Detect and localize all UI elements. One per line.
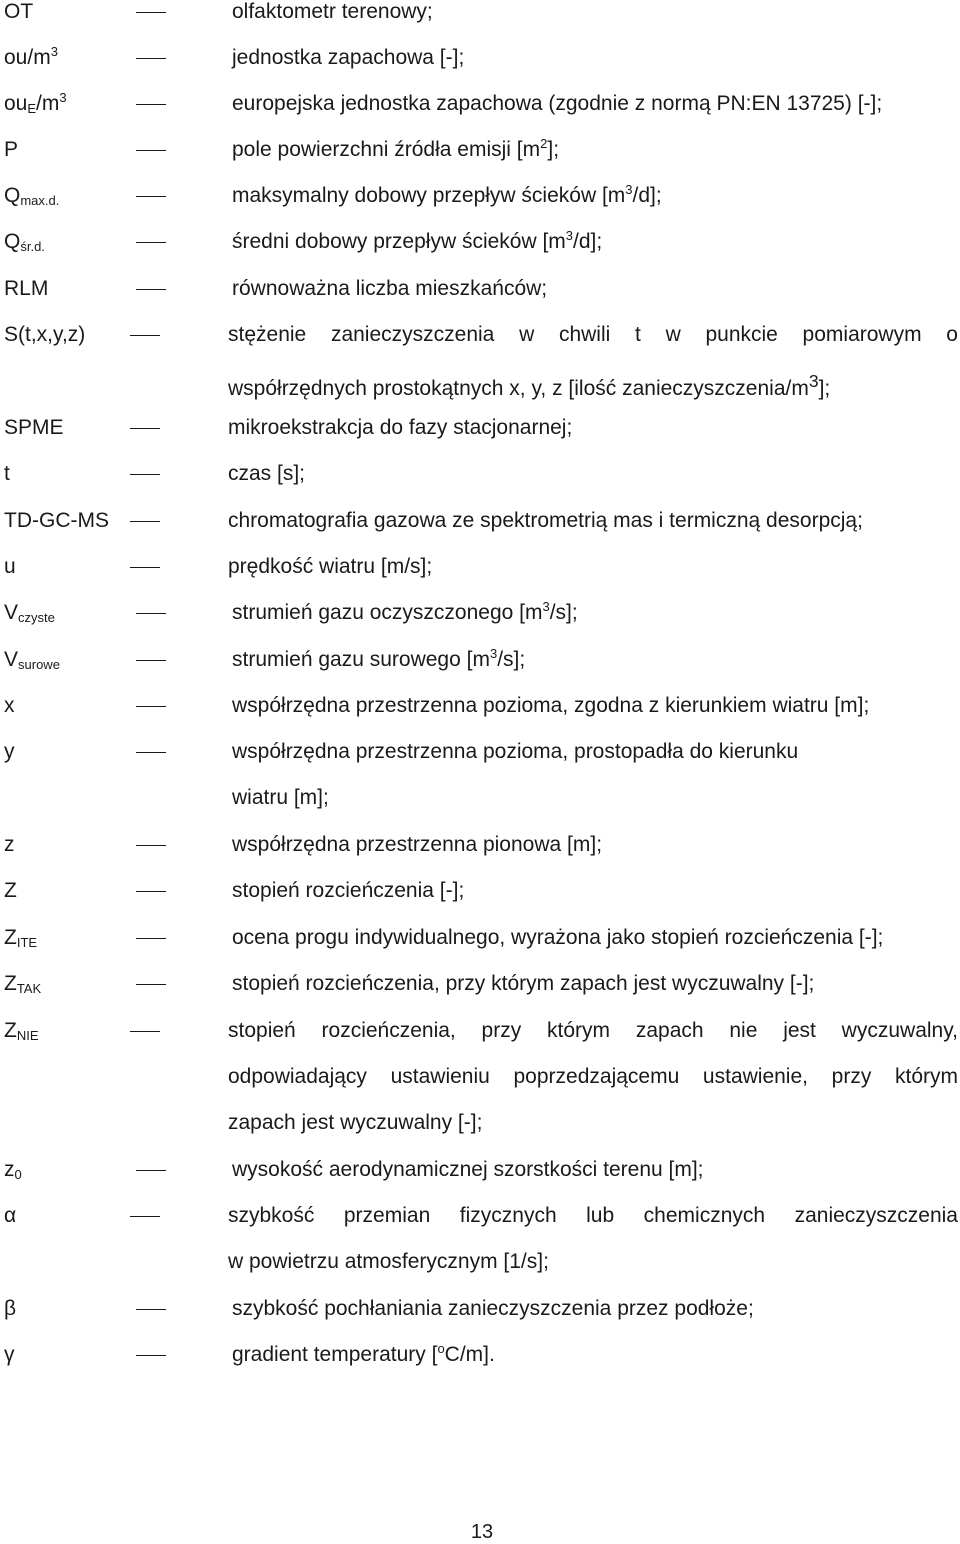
entry-dash <box>136 58 166 59</box>
entry-dash <box>136 752 166 753</box>
entry-dash <box>136 660 166 661</box>
entry-dash <box>136 1355 166 1356</box>
entry-symbol: S(t,x,y,z) <box>4 323 86 346</box>
entry-definition: czas [s]; <box>228 462 306 485</box>
entry-definition: europejska jednostka zapachowa (zgodnie z normą PN:EN 13725) [-]; <box>232 92 883 115</box>
entry-symbol: P <box>4 138 19 161</box>
entry-symbol: $z_0$ <box>4 1158 22 1182</box>
entry-definition: strumień gazu oczyszczonego $[m^3/s]$; <box>232 599 578 624</box>
entry-symbol: OT <box>4 0 34 23</box>
entry-definition: maksymalny dobowy przepływ ścieków $[m^3/d]$; <box>232 182 662 207</box>
entry-symbol: $V_{surowe}$ <box>4 648 60 672</box>
entry-dash <box>130 1216 160 1217</box>
entry-dash <box>136 891 166 892</box>
entry-dash <box>130 1031 160 1032</box>
entry-dash <box>136 242 166 243</box>
entry-symbol: x <box>4 694 15 717</box>
entry-dash <box>130 428 160 429</box>
entry-definition: współrzędna przestrzenna pionowa [m]; <box>232 833 603 856</box>
entry-definition-continuation: współrzędnych prostokątnych x, y, z [ilość zanieczyszczenia/$m^3$]; <box>228 371 831 400</box>
entry-dash <box>130 521 160 522</box>
entry-definition: gradient temperatury [$^o$C/m]. <box>232 1341 495 1366</box>
entry-symbol: γ <box>4 1343 15 1366</box>
entry-definition: szybkość przemian fizycznych lub chemicznych zanieczyszczenia <box>228 1204 958 1227</box>
entry-symbol: $Z_{ITE}$ <box>4 926 38 950</box>
entry-definition: strumień gazu surowego $[m^3/s]$; <box>232 646 526 671</box>
entry-symbol: z <box>4 833 15 856</box>
entry-definition: współrzędna przestrzenna pozioma, zgodna z kierunkiem wiatru [m]; <box>232 694 870 717</box>
entry-symbol: u <box>4 555 16 578</box>
page-number: 13 <box>470 1521 494 1543</box>
entry-dash <box>136 706 166 707</box>
entry-dash <box>130 335 160 336</box>
entry-dash <box>136 613 166 614</box>
entry-dash <box>136 104 166 105</box>
entry-symbol: β <box>4 1297 17 1320</box>
entry-definition: ocena progu indywidualnego, wyrażona jako stopień rozcieńczenia [-]; <box>232 926 884 949</box>
entry-dash <box>130 567 160 568</box>
entry-definition: szybkość pochłaniania zanieczyszczenia przez podłoże; <box>232 1297 754 1320</box>
entry-definition: olfaktometr terenowy; <box>232 0 433 23</box>
entry-symbol: $ou_E/m^3$ <box>4 90 67 116</box>
entry-definition-continuation: odpowiadający ustawieniu poprzedzającemu ustawienie, przy którym <box>228 1065 958 1088</box>
entry-symbol: $V_{czyste}$ <box>4 601 55 625</box>
entry-dash <box>136 1309 166 1310</box>
entry-definition: równoważna liczba mieszkańców; <box>232 277 548 300</box>
entry-definition-continuation: zapach jest wyczuwalny [-]; <box>228 1111 483 1134</box>
entry-definition-continuation: wiatru [m]; <box>232 786 329 809</box>
entry-dash <box>136 196 166 197</box>
entry-symbol: RLM <box>4 277 49 300</box>
entry-dash <box>136 938 166 939</box>
entry-symbol: $Z_{TAK}$ <box>4 972 42 996</box>
entry-symbol: TD-GC-MS <box>4 509 109 532</box>
entry-definition: współrzędna przestrzenna pozioma, prostopadła do kierunku <box>232 740 799 763</box>
entry-definition-continuation: w powietrzu atmosferycznym [1/s]; <box>228 1250 549 1273</box>
entry-symbol: SPME <box>4 416 64 439</box>
entry-definition: stężenie zanieczyszczenia w chwili t w punkcie pomiarowym o <box>228 323 958 346</box>
entry-symbol: $Z_{NIE}$ <box>4 1019 39 1043</box>
entry-definition: stopień rozcieńczenia, przy którym zapach nie jest wyczuwalny, <box>228 1019 958 1042</box>
entry-definition: jednostka zapachowa [-]; <box>232 46 465 69</box>
entry-dash <box>136 150 166 151</box>
entry-definition: chromatografia gazowa ze spektrometrią mas i termiczną desorpcją; <box>228 509 863 532</box>
entry-symbol: Z <box>4 879 17 902</box>
entry-symbol: $ou/m^3$ <box>4 44 58 69</box>
entry-definition: średni dobowy przepływ ścieków $[m^3/d]$; <box>232 228 603 253</box>
entry-definition: pole powierzchni źródła emisji $[m^2]$; <box>232 136 560 161</box>
entry-definition: stopień rozcieńczenia, przy którym zapach jest wyczuwalny [-]; <box>232 972 815 995</box>
entry-dash <box>136 1170 166 1171</box>
entry-definition: mikroekstrakcja do fazy stacjonarnej; <box>228 416 573 439</box>
entry-dash <box>136 845 166 846</box>
entry-symbol: α <box>4 1204 17 1227</box>
entry-definition: wysokość aerodynamicznej szorstkości terenu [m]; <box>232 1158 704 1181</box>
entry-symbol: $Q_{śr.d.}$ <box>4 230 45 254</box>
entry-symbol: $Q_{max.d.}$ <box>4 184 60 208</box>
entry-dash <box>136 289 166 290</box>
entry-definition: prędkość wiatru [m/s]; <box>228 555 433 578</box>
entry-dash <box>136 984 166 985</box>
entry-dash <box>136 12 166 13</box>
entry-definition: stopień rozcieńczenia [-]; <box>232 879 465 902</box>
entry-dash <box>130 474 160 475</box>
entry-symbol: t <box>4 462 10 485</box>
entry-symbol: y <box>4 740 15 763</box>
